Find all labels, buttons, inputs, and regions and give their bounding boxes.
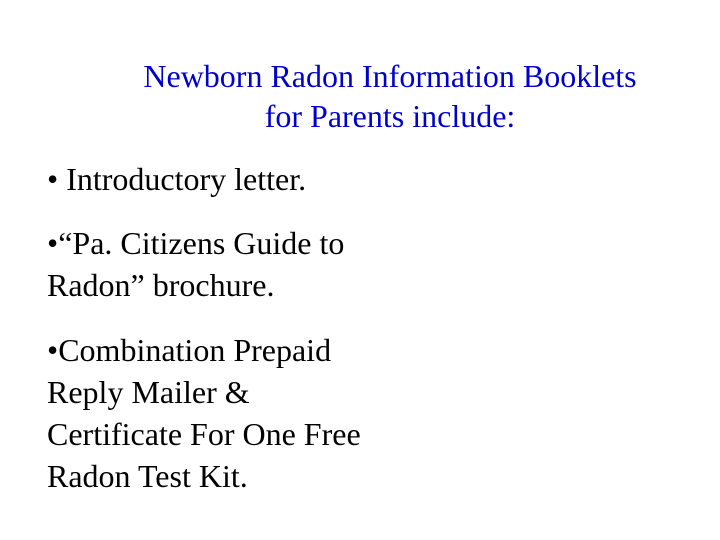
bullet-line: Radon” brochure.	[47, 267, 275, 303]
title-line-2: for Parents include:	[264, 98, 516, 134]
slide-title	[40, 56, 720, 136]
title-line-1: Newborn Radon Information Booklets	[143, 58, 637, 94]
bullet-item-reply-mailer	[47, 329, 447, 497]
bullet-item-citizens-guide	[47, 222, 447, 306]
bullet-line: • Introductory letter.	[47, 161, 307, 197]
bullet-line: Certificate For One Free	[47, 416, 361, 452]
bullet-line: •“Pa. Citizens Guide to	[47, 225, 345, 261]
bullet-line: Radon Test Kit.	[47, 458, 248, 494]
bullet-line: •Combination Prepaid	[47, 332, 332, 368]
bullet-item-introductory-letter	[47, 158, 447, 200]
bullet-line: Reply Mailer &	[47, 374, 250, 410]
